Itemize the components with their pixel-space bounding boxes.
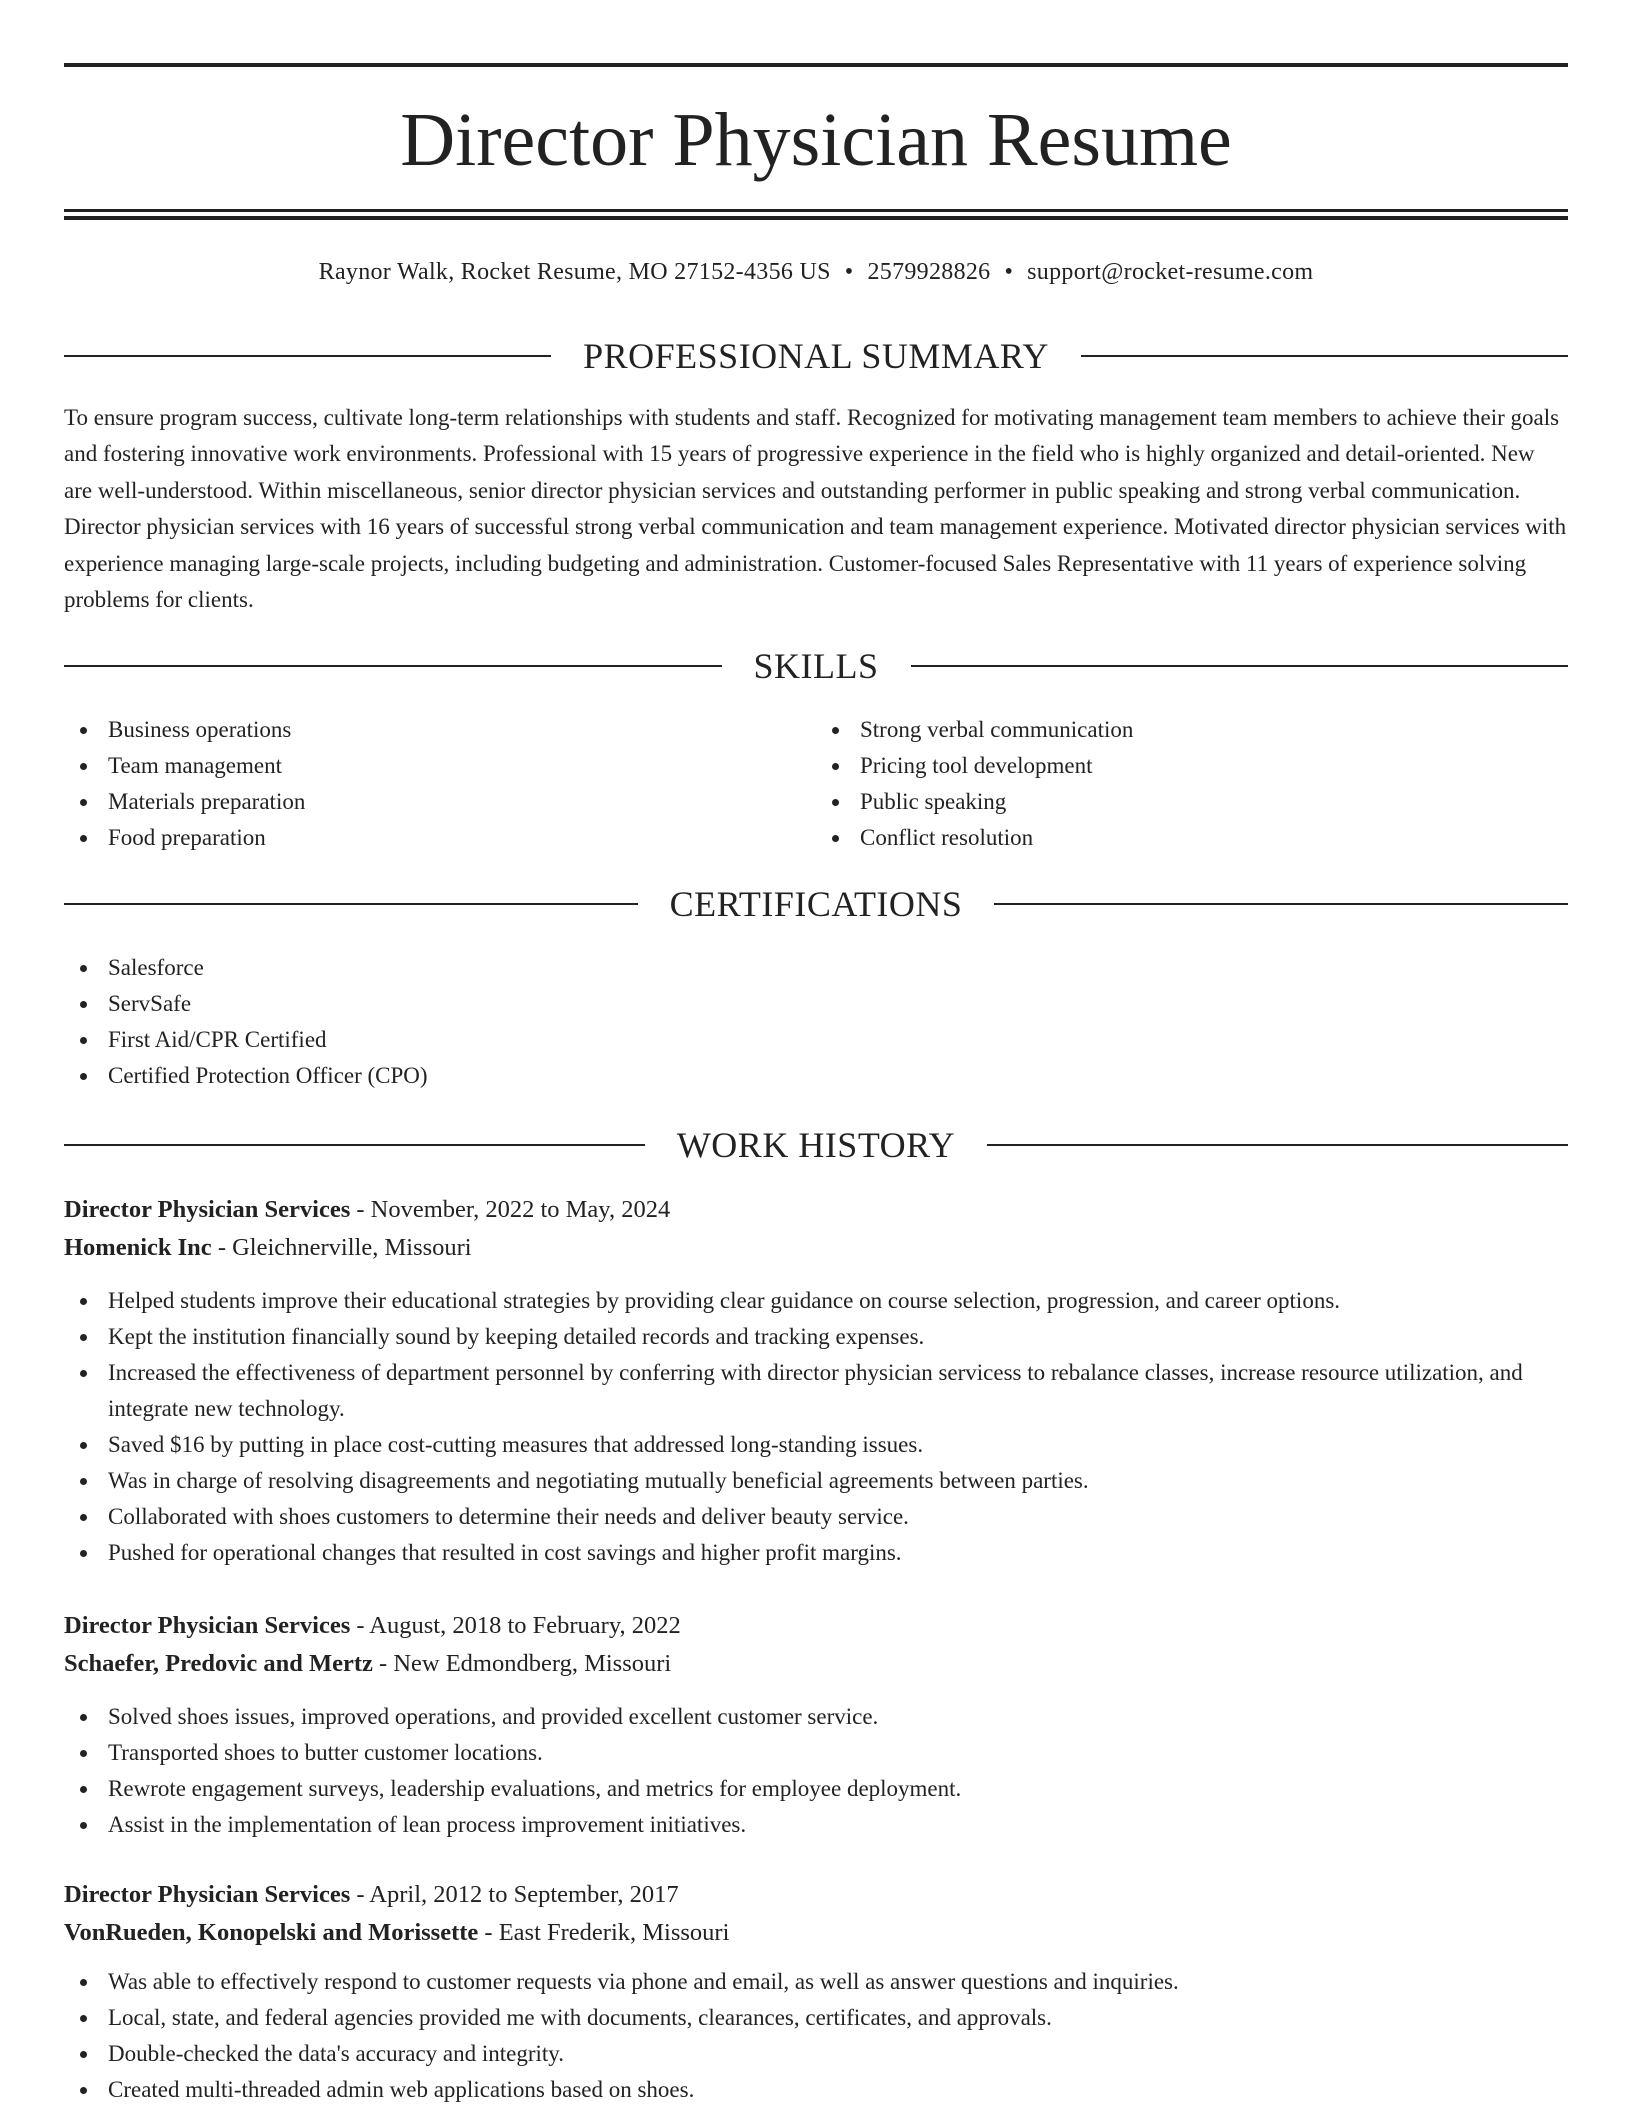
job-company: Schaefer, Predovic and Mertz [64,1650,373,1677]
skills-list [64,712,1568,856]
heading-rule [64,1144,645,1146]
list-item: Business operations [64,712,816,748]
top-rule [64,63,1568,67]
section-heading-summary [64,334,1568,378]
summary-text: To ensure program success, cultivate long-term relationships with students and staff. Recognized for motivating management team members to achieve their goals and fostering innovative work environments. Professional with 15 years of progressive experience in the field who is highly organized and detail-oriented. New are well-understood. Within miscellaneous, senior director physician services and outstanding performer in public speaking and strong verbal communication. Director physician services with 16 years of successful strong verbal communication and team management experience. Motivated director physician services with experience managing large-scale projects, including budgeting and administration. Customer-focused Sales Representative with 11 years of experience solving problems for clients. [64,405,1567,613]
job-bullets [64,1964,1568,2108]
list-item: First Aid/CPR Certified [64,1022,1568,1058]
job-title: Director Physician Services [64,1881,351,1908]
page-title: Director Physician Resume [400,98,1232,182]
heading-rule [994,903,1568,905]
list-item: Transported shoes to butter customer locations. [64,1735,1568,1771]
job-title-line [64,1607,1568,1645]
contact-phone: 2579928826 [867,259,991,285]
list-item: Kept the institution financially sound by keeping detailed records and tracking expenses. [64,1319,1568,1355]
skills-column-right [816,712,1568,856]
job-entry [64,1191,1568,1571]
job-entry [64,1607,1568,1843]
job-dates: - November, 2022 to May, 2024 [350,1196,671,1223]
section-heading-skills [64,644,1568,688]
list-item: Pushed for operational changes that resulted in cost savings and higher profit margins. [64,1535,1568,1571]
heading-rule [1081,355,1568,357]
job-location: - Gleichnerville, Missouri [211,1234,472,1261]
list-item: Food preparation [64,820,816,856]
section-title: CERTIFICATIONS [669,884,963,924]
list-item: Local, state, and federal agencies provided me with documents, clearances, certificates, and approvals. [64,2000,1568,2036]
job-company-line [64,1645,1568,1683]
list-item: Solved shoes issues, improved operations, and provided excellent customer service. [64,1699,1568,1735]
list-item: ServSafe [64,986,1568,1022]
list-item: Public speaking [816,784,1568,820]
heading-rule [911,665,1569,667]
heading-rule [64,665,722,667]
list-item: Collaborated with shoes customers to determine their needs and deliver beauty service. [64,1499,1568,1535]
list-item: Pricing tool development [816,748,1568,784]
skills-column-left [64,712,816,856]
list-item: Conflict resolution [816,820,1568,856]
list-item: Created multi-threaded admin web applications based on shoes. [64,2072,1568,2108]
list-item: Was in charge of resolving disagreements and negotiating mutually beneficial agreements between parties. [64,1463,1568,1499]
job-dates: - April, 2012 to September, 2017 [350,1881,679,1908]
contact-line [64,254,1568,290]
job-company-line [64,1229,1568,1267]
job-title: Director Physician Services [64,1612,351,1639]
contact-separator: • [1004,259,1014,285]
section-title: PROFESSIONAL SUMMARY [583,336,1049,376]
job-company: VonRueden, Konopelski and Morissette [64,1919,479,1946]
title-double-rule [64,209,1568,220]
job-location: - New Edmondberg, Missouri [372,1650,672,1677]
list-item: Materials preparation [64,784,816,820]
list-item: Certified Protection Officer (CPO) [64,1058,1568,1094]
job-title-line [64,1191,1568,1229]
job-title: Director Physician Services [64,1196,351,1223]
job-bullets [64,1283,1568,1571]
list-item: Salesforce [64,950,1568,986]
list-item: Rewrote engagement surveys, leadership evaluations, and metrics for employee deployment. [64,1771,1568,1807]
job-bullets [64,1699,1568,1843]
list-item: Increased the effectiveness of department personnel by conferring with director physician servicess to rebalance classes, increase resource utilization, and integrate new technology. [64,1355,1568,1427]
list-item: Saved $16 by putting in place cost-cutting measures that addressed long-standing issues. [64,1427,1568,1463]
contact-email: support@rocket-resume.com [1027,259,1314,285]
list-item: Strong verbal communication [816,712,1568,748]
section-title: SKILLS [753,646,879,686]
job-company: Homenick Inc [64,1234,212,1261]
job-entry [64,1876,1568,2108]
job-title-line [64,1876,1568,1914]
section-heading-work-history [64,1123,1568,1167]
list-item: Double-checked the data's accuracy and integrity. [64,2036,1568,2072]
certifications-list [64,950,1568,1094]
job-location: - East Frederik, Missouri [478,1919,730,1946]
section-heading-certifications [64,882,1568,926]
list-item: Helped students improve their educational strategies by providing clear guidance on course selection, progression, and career options. [64,1283,1568,1319]
heading-rule [64,355,551,357]
contact-address: Raynor Walk, Rocket Resume, MO 27152-4356 US [318,259,831,285]
contact-separator: • [844,259,854,285]
job-company-line [64,1914,1568,1952]
heading-rule [987,1144,1568,1146]
job-dates: - August, 2018 to February, 2022 [350,1612,681,1639]
section-title: WORK HISTORY [676,1125,956,1165]
list-item: Assist in the implementation of lean process improvement initiatives. [64,1807,1568,1843]
list-item: Team management [64,748,816,784]
list-item: Was able to effectively respond to customer requests via phone and email, as well as answer questions and inquiries. [64,1964,1568,2000]
heading-rule [64,903,638,905]
